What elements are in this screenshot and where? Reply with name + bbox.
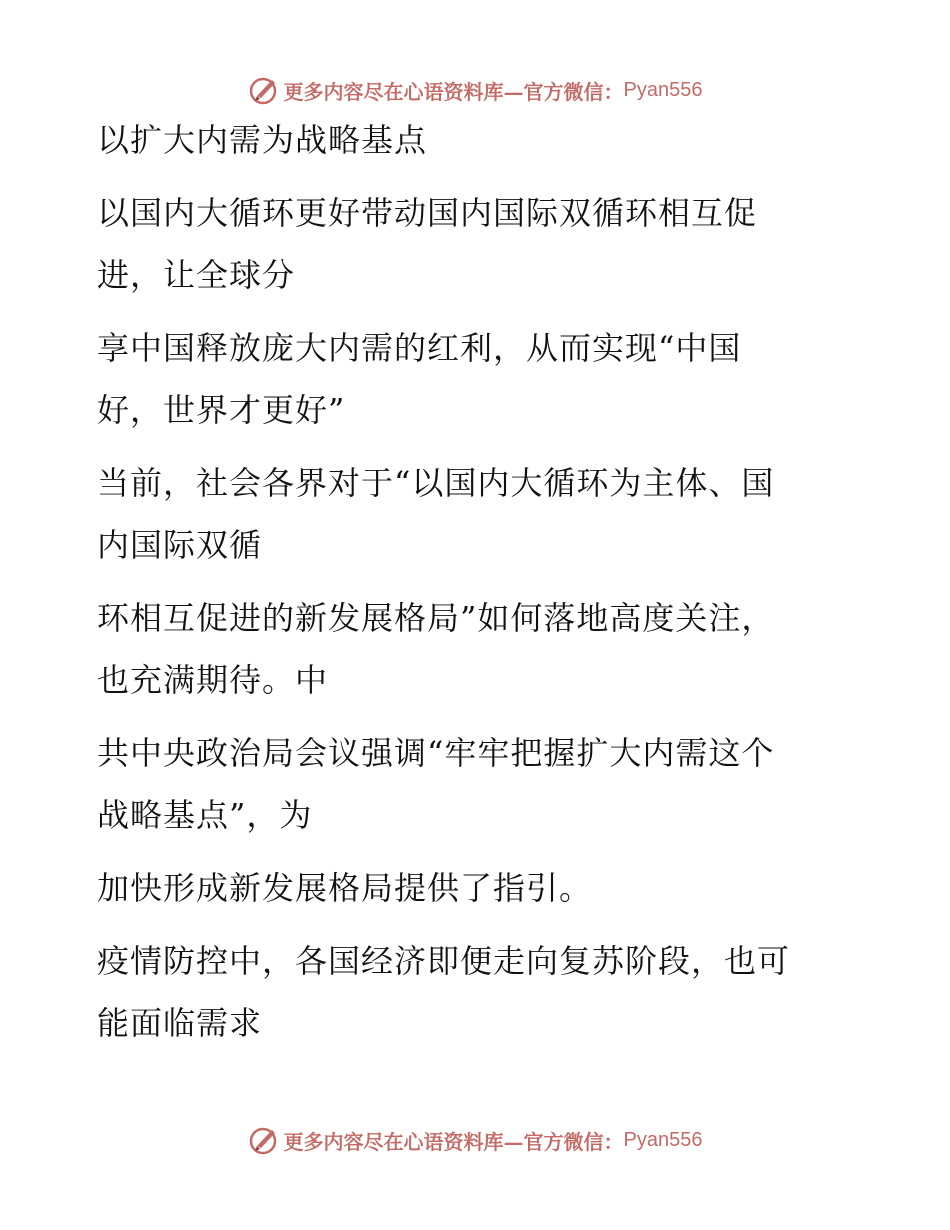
header-banner [0,70,950,110]
body-line: 内国际双循 [97,526,263,564]
body-line: 战略基点”，为 [97,796,313,834]
footer-banner-wechat-id: Pyan556 [623,1128,703,1151]
quill-logo-icon [248,1124,280,1156]
body-line: 能面临需求 [97,1004,263,1042]
quill-logo-icon [248,74,280,106]
body-line: 加快形成新发展格局提供了指引。 [97,869,593,907]
body-line: 好，世界才更好” [97,391,346,429]
body-line: 享中国释放庞大内需的红利，从而实现“中国 [97,329,742,367]
footer-banner [0,1120,950,1160]
header-banner-wechat-id: Pyan556 [623,78,703,101]
body-line: 疫情防控中，各国经济即便走向复苏阶段，也可 [97,942,791,980]
body-line: 以扩大内需为战略基点 [97,121,428,159]
body-line: 环相互促进的新发展格局”如何落地高度关注， [97,599,775,637]
body-line: 当前，社会各界对于“以国内大循环为主体、国 [97,464,775,502]
body-line: 共中央政治局会议强调“牢牢把握扩大内需这个 [97,734,775,772]
document-body [97,121,837,1042]
footer-banner-text: 更多内容尽在心语资料库—官方微信： [283,1129,624,1154]
header-banner-text: 更多内容尽在心语资料库—官方微信： [283,79,624,104]
body-line: 也充满期待。中 [97,661,329,699]
body-line: 进，让全球分 [97,256,296,294]
body-line: 以国内大循环更好带动国内国际双循环相互促 [97,194,758,232]
